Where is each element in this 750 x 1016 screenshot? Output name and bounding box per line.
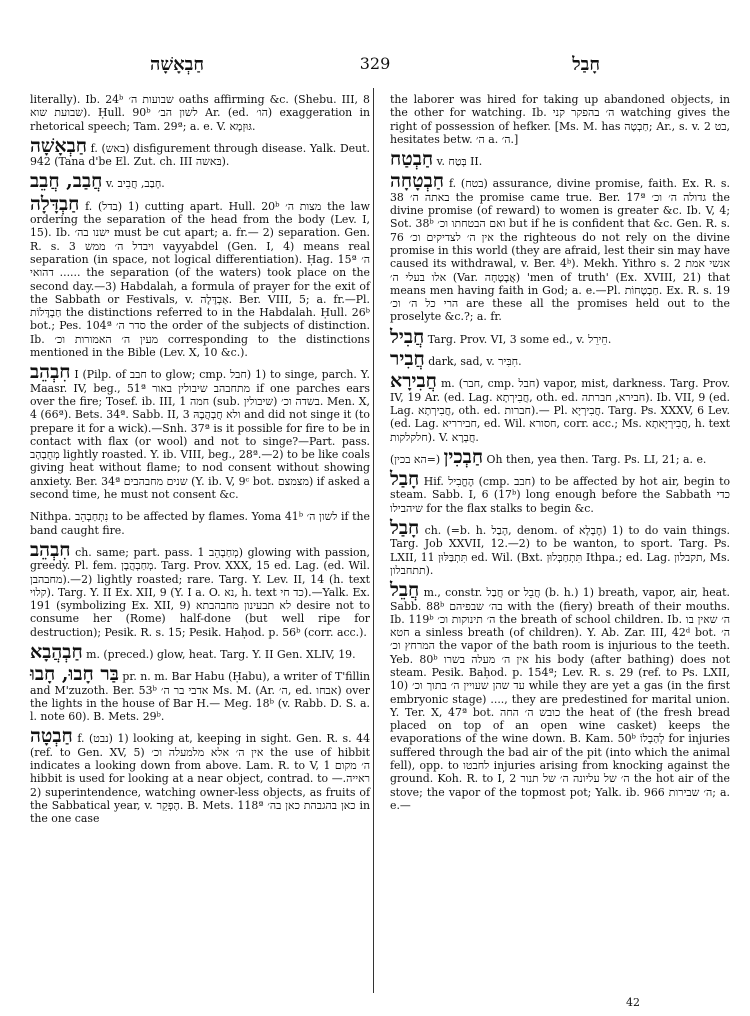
left-column — [30, 88, 370, 830]
entry — [30, 170, 370, 193]
headword: חַבְהֲבָא — [30, 640, 83, 663]
entry-text: ch. (=b. h. הָבַל, denom. of חֶבְלָא) 1) to do vain things. Targ. Job XXVII, 12.—2) to be wanton, to sport. Targ. Ps. LXII, 11 תִּתְבַּלּוּן ed. Wil. (Bxt. תִּתְחַבְּלוּן Ithpa.; ed. Lag. תקבלון, Ms. תתחבלון). — [390, 524, 730, 577]
entry — [390, 519, 730, 577]
entry — [30, 538, 371, 639]
headword: חַבְטָחָה — [390, 170, 445, 193]
entry — [30, 727, 370, 825]
entry-text: dark, sad, v. חִבִּיר. — [428, 355, 522, 369]
entry — [390, 148, 730, 171]
entry — [390, 325, 730, 348]
entry-text: f. (באש) disfigurement through disease. Yalk. Deut. 942 (Tana d'be El. Zut. ch. III בּאשה). — [30, 141, 370, 169]
header-left-word: חַבְאָשָׁה — [150, 54, 204, 75]
entry — [390, 88, 730, 146]
entry-text: Targ. Prov. VI, 3 some ed., v. חֵירֵל. — [427, 332, 612, 346]
entry-text: m. (preced.) glow, heat. Targ. Y. II Gen. XLIV, 19. — [86, 647, 356, 661]
entry-text: (=הא בכין) Oh then, yea then. Targ. Ps. LI, 21; a. e. — [390, 452, 707, 466]
headword: חַבְכִין — [443, 445, 484, 468]
entry — [30, 665, 370, 723]
entry — [30, 363, 370, 501]
column-divider — [373, 88, 374, 993]
entry-text: the laborer was hired for taking up abandoned objects, in the other for watching. Ib. ה׳ בהפקר קני watching gives the right of possession of hefker. [Ms. M. has חַבְטָה; Ar., s. v. בט 2, hesitates betw. ה׳ a. ה׳.] — [390, 93, 731, 146]
header-right-word: חָבַל — [572, 54, 600, 75]
entry — [390, 348, 730, 371]
entry-text: v. בְּטַח II. — [436, 155, 483, 169]
entry-text: m. (חבר, cmp. חבל) vapor, mist, darkness. Targ. Prov. IV, 19 Ar. (ed. Lag. חֲבִירְתָא, oth. ed. חבירא, חברתה). Ib. VII, 9 (ed. Lag. חֲבִירְתָא, oth. ed. חברות).— Pl. חֲבִירְיָא. Targ. Ps. XXXV, 6 Lev. (ed. Lag. חבירריא, ed. Wil. חסורא, corr. acc.; Ms. חֲבִירְיָאתָא, h. text חלקלקות). V. חֲבְרָא. — [390, 377, 731, 444]
headword: חַבְטָה — [30, 725, 73, 748]
entry-text: I (Pilp. of חבב to glow; cmp. חבל) 1) to singe, parch. Y. Maasr. IV, beg., 51ª מתחבהב שיבולין באור if one parches ears over the fire; Tosef. ib. III, 1 חמה (sub. שיבולין) בשדה וכ׳. Men. X, 4 (66ª). Bets. 34ª. Sabb. II, 3 ולא חֲבְהֲבָהּ and did not singe it (to prepare it for a wick).—Snh. 37ª is it possible for fire to be in contact with flax (or wool) and not to singe?—Part. pass. מְחֻבְהָב lightly roasted. Y. ib. VIII, beg., 28ª.—2) to be like coals giving heat without flame; to nod consent without showing anxiety. Ber. 34ª שנים מחבהבים (Y. ib. V, 9ᶜ bot. מצמצם) if asked a second time, he must not consent &c. — [30, 368, 370, 502]
entry — [390, 470, 730, 515]
entry-text: m., constr. חֲבַל or חֲבֵל (b. h.) 1) breath, vapor, air, heat. Sabb. 88ᵇ בה׳ שבפיהם with the (fiery) breath of their mouths. Ib. 119ᵇ ה׳ תינוקות וכ׳ the breath of school children. Ib. ה׳ שאין בו חטא a sinless breath (of children). Y. Ab. Zar. III, 42ᵈ bot. ה׳ המרחץ וכ׳ the vapor of the bath room is injurious to the teeth. Yeb. 80ᵇ אין ה׳ מעלה בשרו his body (after bathing) does not steam. Pesik. Baḥod. p. 154ª; Lev. R. s. 29 (ref. to Ps. LXII, 10) עד שהן שעויין ה׳ בתוך וכ׳ while they are yet a gas (in the first embryonic stage) ...., they are predestined for marital union. Y. Ter. X, 47ª bot. כובש ה׳ החה the heat of (the fresh bread placed on top of an open wine casket) keeps the evaporations of the wine down. B. Kam. 50ᵇ לְהַבְלוֹ for injuries suffered through the bad air of the pit (into which the animal fell), opp. to לחבטו injuries arising from knocking against the ground. Koh. R. to I, 2 ה׳ של עליונה ה׳ של תנור the hot air of the stove; the vapor of the topmost pot; Yalk. ib. 966 ה׳ שבירות; a. e.— — [390, 586, 731, 812]
entry-text: f. (נבט) 1) looking at, keeping in sight. Gen. R. s. 44 (ref. to Gen. XV, 5) אין ה׳ אלא מלמעלה וכ׳ the use of hibbit indicates a looking down from above. Lam. R. to V, 1 ה׳ מקום hibbit is used for looking at a near object, contrad. to ראייה.—2) superintendence, watching owner-less objects, as fruits of the Sabbatical year, v. הֶפְקֵר. B. Mets. 118ª כאן בהגבהת כאן בה׳ in the one case — [30, 732, 370, 826]
page-number: 329 — [359, 54, 391, 73]
headword: חֲבִיל — [390, 325, 425, 348]
entry-text: Nithpa. נִתְחַבְהֵב to be affected by flames. Yoma 41ᵇ לשון ה׳ if the band caught fire. — [30, 510, 371, 537]
headword: בַּר חָבוּ, חָבוּ — [30, 663, 119, 686]
entry — [30, 505, 370, 537]
right-column — [390, 88, 730, 816]
entry — [30, 192, 371, 360]
headword: חִבְהֵב — [30, 361, 71, 384]
page-header — [0, 54, 750, 78]
headword: חַבְטַח — [390, 148, 434, 171]
entry — [30, 134, 370, 169]
headword: חַבְדָּלָה — [30, 192, 80, 215]
entry-text: f. (בטח) assurance, divine promise, faith. Ex. R. s. 38 באתה ה׳ the promise came true. Ber. 17ª גדולה ה׳ וכ׳ the divine promise (of reward) to women is greater &c. Ib. V, 4; Sot. 38ᵇ ואם הבטחתו וכ׳ but if he is confident that &c. Gen. R. s. 76 אין ה׳ לצדיקים וכ׳ the righteous do not rely on the divine promise in this world (they are afraid, lest their sin may have caused its withdrawal, v. Ber. 4ᵇ). Mekh. Yithro s. 2 אנשי אמת אלו בעלי ה׳ (Var. אֲבָטָחָה) 'men of truth' (Ex. XVIII, 21) that means men having faith in God; a. e.—Pl. חַבְטָחוֹת. Ex. R. s. 19 הרי כל ה׳ וכ׳ are these all the promises held out to the proselyte &c.?; a. fr. — [390, 177, 730, 324]
entry-text: v. חָבַב, חֲבִיב. — [105, 177, 165, 191]
entry — [30, 640, 370, 663]
headword: חִבְהֵב — [30, 538, 71, 561]
entry-text: ch. same; part. pass. מְחַבְהֵב 1) glowing with passion, greedy. Pl. fem. מְחַבְהֲבָן. Targ. Prov. XXX, 15 ed. Lag. (ed. Wil. מחבהבן).—2) lightly roasted; rare. Targ. Y. Lev. II, 14 (h. text קלוי). Targ. Y. II Ex. XII, 9 (Y. I a. O. נא, h. text כד חי).—Yalk. Ex. 191 (symbolizing Ex. XII, 9) לא תבעינון מחבהבתא desire not to consume her (Rome) half-done (but well ripe for destruction); Pesik. R. s. 15; Pesik. Haḥod. p. 56ᵇ (corr. acc.). — [30, 545, 371, 639]
entry — [390, 445, 730, 468]
headword: חֲבִיר — [390, 348, 425, 371]
headword: חָבַל — [390, 517, 420, 540]
headword: חֲבֵל — [390, 579, 420, 602]
entry — [390, 172, 730, 323]
headword: חָבַל — [390, 468, 420, 491]
headword: חַבְאָשָׁה — [30, 134, 87, 157]
entry — [30, 88, 370, 133]
entry-text: literally). Ib. 24ᵇ שבועות ה׳ oaths affirming &c. (Shebu. III, 8 שבועת שוא). Ḥull. 90ᵇ לשון הב׳ Ar. (ed. הו׳) exaggeration in rhetorical speech; Tam. 29ª; a. e. V. גּוּזְמָא. — [30, 93, 371, 133]
footer-signature: 42 — [626, 996, 640, 1009]
entry-text: pr. n. m. Bar Habu (Ḥabu), a writer of T'fillin and M'zuzoth. Ber. 53ᵇ אדבי בר ה׳ Ms. M. (Ar. ה׳, ed. אבחו) over the lights in the house of Bar H.— Meg. 18ᵇ (v. Rabb. D. S. a. l. note 60). B. Mets. 29ᵇ. — [30, 670, 370, 724]
entry — [390, 581, 730, 812]
entry-text: Hif. הֶחֱבִיל (cmp. חבב) to be affected by hot air, begin to steam. Sabb. I, 6 (17ᵇ) long enough before the Sabbath כדי שיהבילו for the flax stalks to begin &c. — [390, 475, 730, 515]
entry-text: f. (בדל) 1) cutting apart. Hull. 20ᵇ מצות ה׳ the law ordering the separation of the head from the body (Lev. I, 15). Ib. ישנו בה׳ must be cut apart; a. fr.— 2) separation. Gen. R. s. 3 ויבדל ה׳ ממש vayyabdel (Gen. I, 4) means real separation (in space, not logical differentiation). Ḥag. 15ª ה׳ ...... דהואי the separation (of the waters) took place on the second day.—3) Habdalah, a formula of prayer for the exit of the Sabbath or Festivals, v. אַבְדָּלָה. Ber. VIII, 5; a. fr.—Pl. חַבְדָּלוֹת the distinctions referred to in the Habdalah. Ḥull. 26ᵇ bot.; Pes. 104ª סדר ה׳ the order of the subjects of distinction. Ib. מעין ה׳ האמורות וכ׳ corresponding to the distinctions mentioned in the Bible (Lev. X, 10 &c.). — [30, 199, 371, 360]
headword: חֲבַב, חֲבֵב — [30, 170, 103, 193]
entry — [390, 372, 730, 443]
headword: חֲבִירָא — [390, 370, 437, 393]
